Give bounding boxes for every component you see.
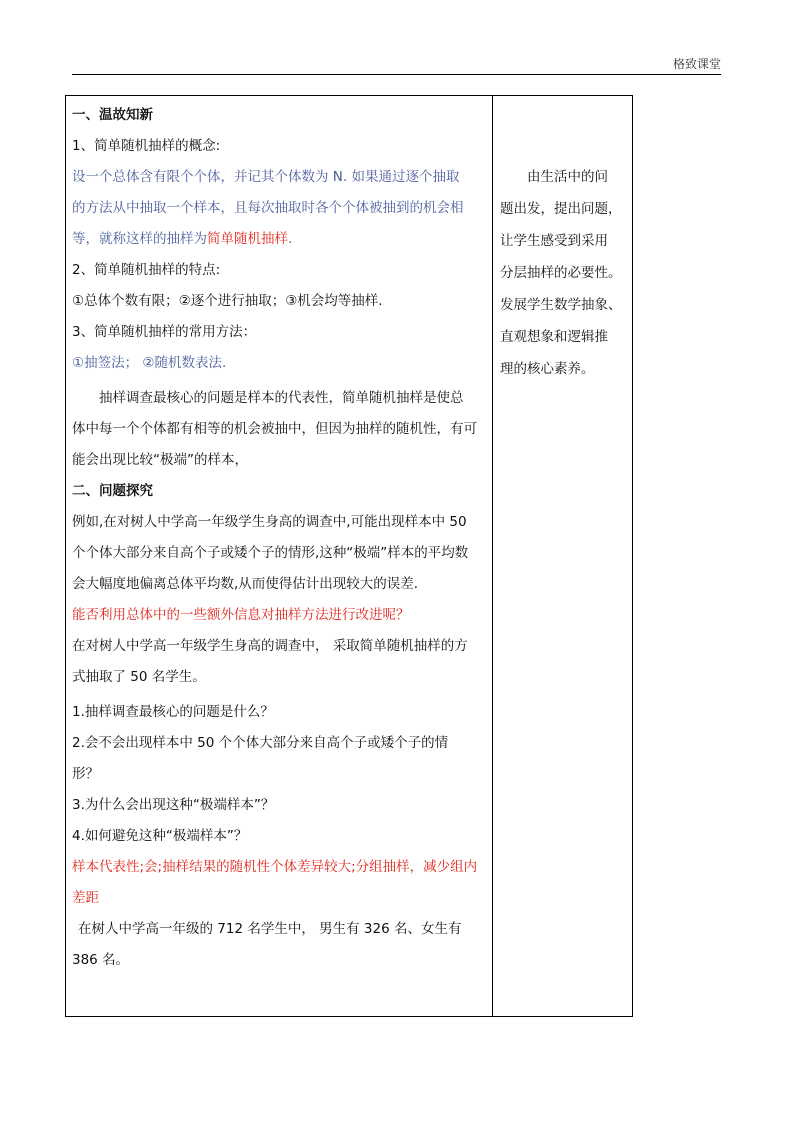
item-2-title: 2、简单随机抽样的特点:: [72, 262, 221, 278]
definition-line-3-post: .: [288, 231, 293, 247]
data-line-2: 386 名。: [72, 952, 130, 968]
design-intent-column: [500, 161, 627, 385]
answer-line-2: 差距: [72, 890, 99, 906]
paragraph-1-line-1: 抽样调查最核心的问题是样本的代表性，简单随机抽样是使总: [99, 390, 464, 406]
definition-line-3: [72, 224, 488, 255]
example-line-3: 会大幅度地偏离总体平均数,从而使得估计出现较大的误差.: [72, 576, 419, 592]
survey-line-1: 在对树人中学高一年级学生身高的调查中， 采取简单随机抽样的方: [72, 638, 468, 654]
question-3: 3.为什么会出现这种“极端样本”？: [72, 797, 275, 813]
item-2-body: ①总体个数有限；②逐个进行抽取；③机会均等抽样.: [72, 293, 383, 309]
header-rule: [72, 74, 721, 75]
item-3-body: ①抽签法； ②随机数表法.: [72, 355, 227, 371]
example-line-1: 例如,在对树人中学高一年级学生身高的调查中,可能出现样本中 50: [72, 514, 467, 530]
survey-line-2: 式抽取了 50 名学生。: [72, 669, 206, 685]
section-2-title: 二、问题探究: [72, 483, 153, 499]
question-2-line-1: 2.会不会出现样本中 50 个个体大部分来自高个子或矮个子的情: [72, 735, 449, 751]
key-question: 能否利用总体中的一些额外信息对抽样方法进行改进呢？: [72, 607, 410, 623]
data-line-1: 在树人中学高一年级的 712 名学生中， 男生有 326 名、女生有: [78, 921, 462, 937]
question-1: 1.抽样调查最核心的问题是什么？: [72, 704, 274, 720]
paragraph-1-line-2: 体中每一个个体都有相等的机会被抽中，但因为抽样的随机性，有可: [72, 421, 477, 437]
lesson-table: [65, 95, 633, 1017]
definition-term: 简单随机抽样: [207, 231, 288, 247]
intent-line-2: 题出发，提出问题，: [500, 201, 622, 217]
intent-line-5: 发展学生数学抽象、: [500, 297, 622, 313]
intent-line-7: 理的核心素养。: [500, 361, 595, 377]
content-column: [72, 100, 488, 976]
intent-line-3: 让学生感受到采用: [500, 233, 608, 249]
section-1-title: 一、温故知新: [72, 107, 153, 123]
item-3-title: 3、简单随机抽样的常用方法：: [72, 324, 257, 340]
intent-line-1: 由生活中的问: [527, 169, 608, 185]
example-line-2: 个个体大部分来自高个子或矮个子的情形,这种“极端”样本的平均数: [72, 545, 469, 561]
paragraph-1-line-3: 能会出现比较“极端”的样本，: [72, 452, 248, 468]
definition-line-1: 设一个总体含有限个个体，并记其个体数为 N. 如果通过逐个抽取: [72, 169, 460, 185]
definition-line-3-pre: 等，就称这样的抽样为: [72, 231, 207, 247]
question-2-line-2: 形？: [72, 766, 99, 782]
column-divider: [492, 96, 493, 1016]
intent-line-6: 直观想象和逻辑推: [500, 329, 608, 345]
header-brand: 格致课堂: [672, 57, 721, 71]
question-4: 4.如何避免这种“极端样本”？: [72, 828, 248, 844]
intent-line-4: 分层抽样的必要性。: [500, 265, 622, 281]
item-1-title: 1、简单随机抽样的概念:: [72, 138, 221, 154]
answer-line-1: 样本代表性;会;抽样结果的随机性个体差异较大;分组抽样，减少组内: [72, 859, 478, 875]
definition-line-2: 的方法从中抽取一个样本，且每次抽取时各个个体被抽到的机会相: [72, 200, 464, 216]
